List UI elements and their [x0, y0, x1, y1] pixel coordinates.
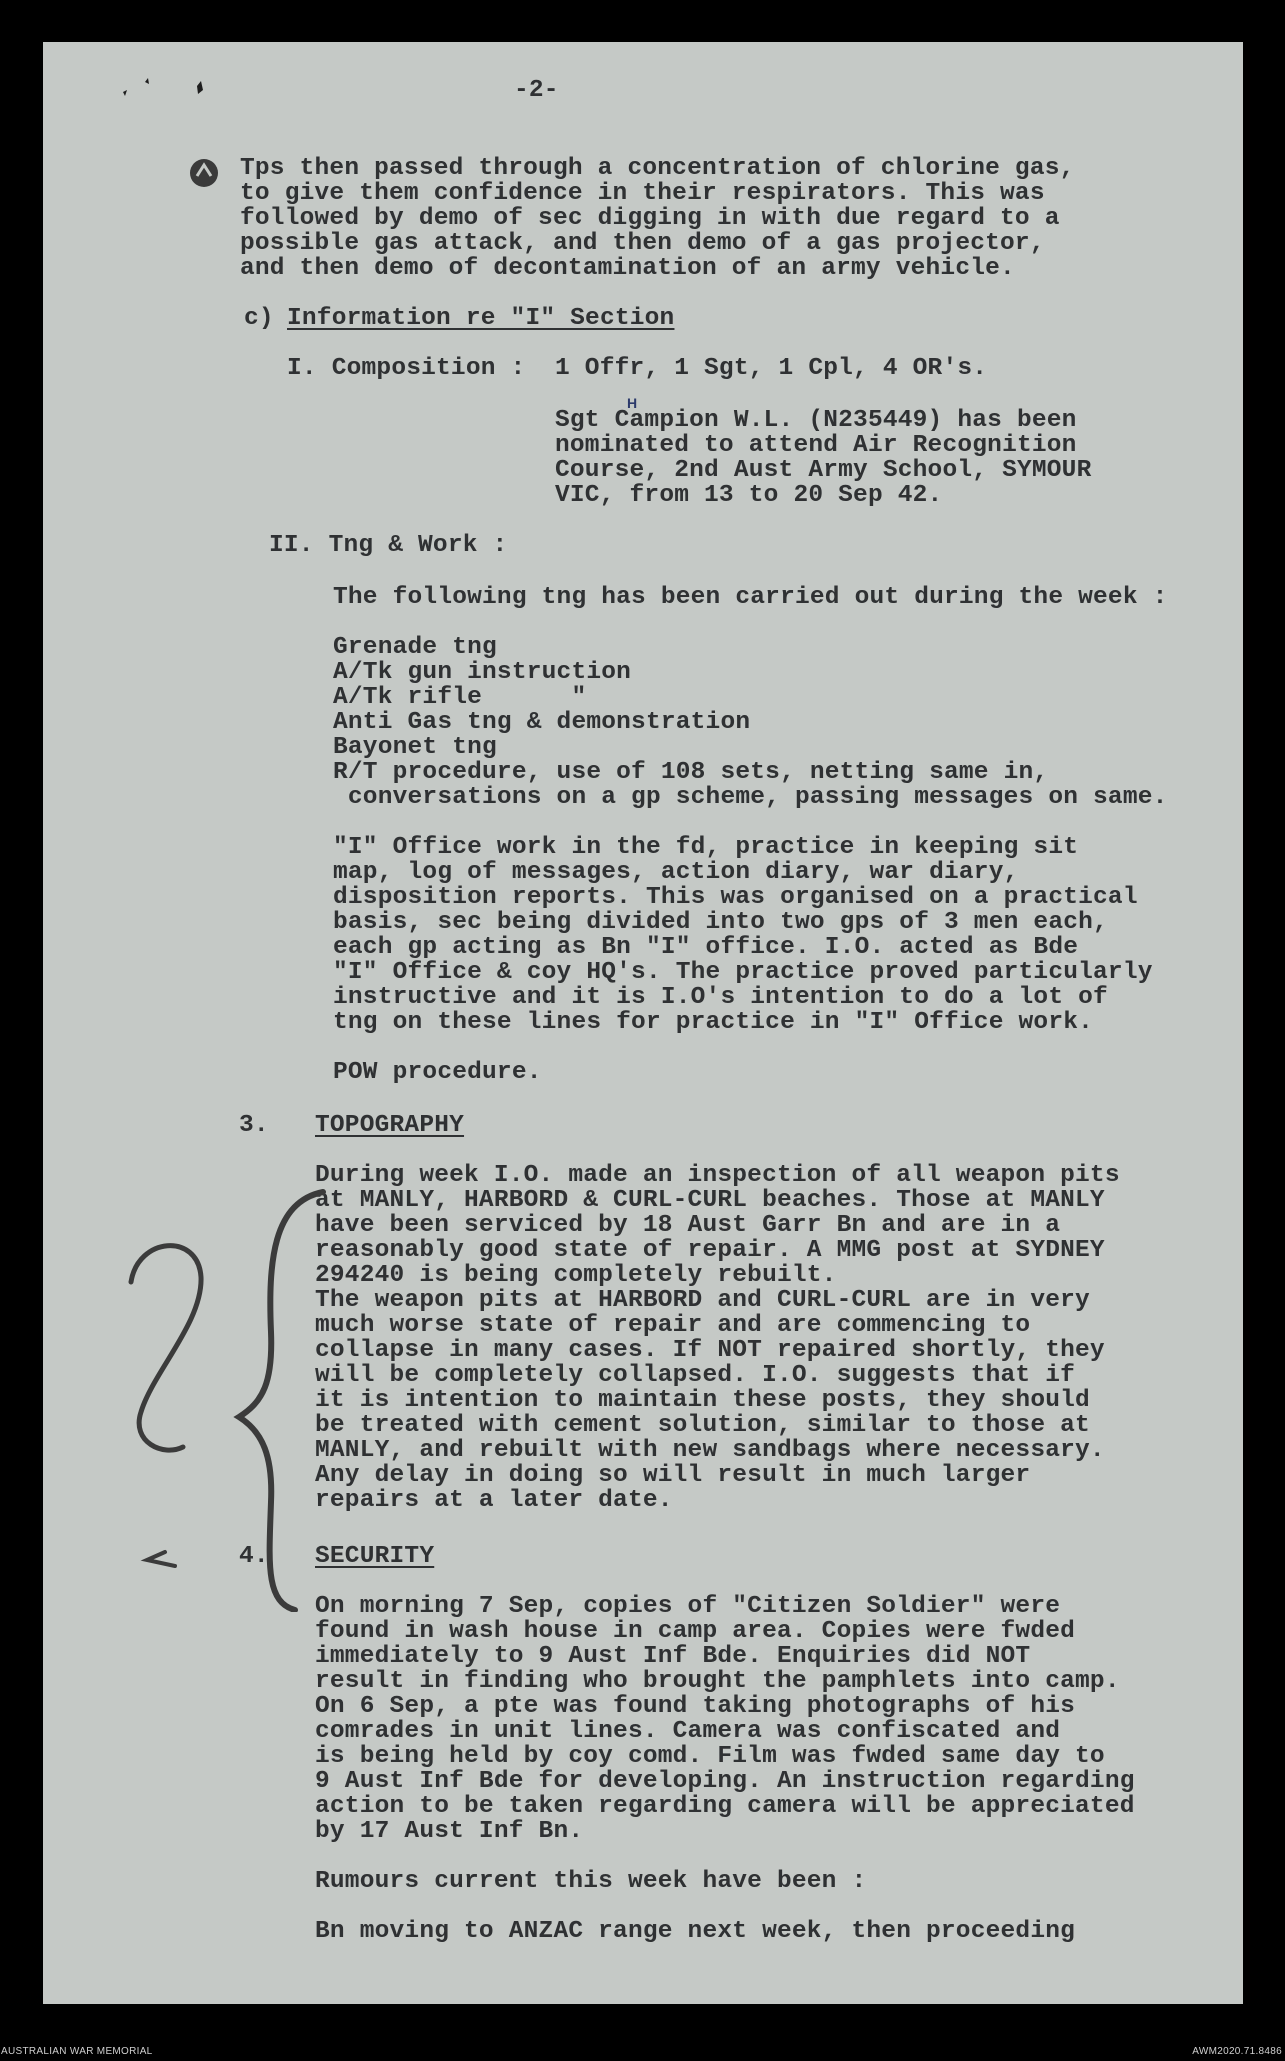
office-work-1: "I" Office work in the fd, practice in keeping sit [333, 834, 1079, 861]
insert-mark: H [627, 395, 638, 411]
tng-item-1: Grenade tng [333, 634, 497, 661]
section-c-marker: c) [244, 305, 274, 332]
composition-label: I. Composition : [287, 355, 526, 382]
rumours-line: Rumours current this week have been : [315, 1868, 867, 1895]
section-4-heading: SECURITY [315, 1543, 435, 1570]
topography-line-3: have been serviced by 18 Aust Garr Bn and are in a [315, 1212, 1061, 1239]
tng-item-4: Anti Gas tng & demonstration [333, 709, 751, 736]
intro-line-1: Tps then passed through a concentration of chlorine gas, [240, 155, 1075, 182]
security-line-3: immediately to 9 Aust Inf Bde. Enquiries did NOT [315, 1643, 1031, 1670]
topography-line-6: The weapon pits at HARBORD and CURL-CURL are in very [315, 1287, 1090, 1314]
tng-item-3: A/Tk rifle " [333, 684, 587, 711]
office-work-7: instructive and it is I.O's intention to do a lot of [333, 984, 1108, 1011]
topography-line-2: at MANLY, HARBORD & CURL-CURL beaches. Those at MANLY [315, 1187, 1105, 1214]
topography-line-4: reasonably good state of repair. A MMG post at SYDNEY [315, 1237, 1105, 1264]
intro-line-3: followed by demo of sec digging in with due regard to a [240, 205, 1060, 232]
intro-line-4: possible gas attack, and then demo of a gas projector, [240, 230, 1045, 257]
security-line-10: by 17 Aust Inf Bn. [315, 1818, 584, 1845]
topography-line-11: be treated with cement solution, similar to those at [315, 1412, 1090, 1439]
security-line-2: found in wash house in camp area. Copies were fwded [315, 1618, 1076, 1645]
composition-note-3: Course, 2nd Aust Army School, SYMOUR [555, 457, 1092, 484]
office-work-2: map, log of messages, action diary, war diary, [333, 859, 1019, 886]
section-4-number: 4. [239, 1543, 269, 1570]
office-work-4: basis, sec being divided into two gps of 3 men each, [333, 909, 1108, 936]
security-line-1: On morning 7 Sep, copies of "Citizen Soldier" were [315, 1593, 1061, 1620]
tng-item-7: conversations on a gp scheme, passing messages on same. [333, 784, 1168, 811]
tng-intro: The following tng has been carried out during the week : [333, 584, 1168, 611]
handwritten-brace-annotation [83, 1142, 333, 1612]
composition-note-4: VIC, from 13 to 20 Sep 42. [555, 482, 943, 509]
office-work-6: "I" Office & coy HQ's. The practice proved particularly [333, 959, 1153, 986]
section-3-number: 3. [239, 1112, 269, 1139]
topography-line-10: it is intention to maintain these posts, they should [315, 1387, 1090, 1414]
document-page [43, 42, 1243, 2004]
last-line: Bn moving to ANZAC range next week, then proceeding [315, 1918, 1076, 1945]
intro-line-5: and then demo of decontamination of an army vehicle. [240, 255, 1015, 282]
composition-note-2: nominated to attend Air Recognition [555, 432, 1077, 459]
footer-accession-number: AWM2020.71.8486 [1192, 2046, 1282, 2057]
topography-line-1: During week I.O. made an inspection of all weapon pits [315, 1162, 1120, 1189]
page-number: -2- [514, 77, 559, 104]
tng-item-5: Bayonet tng [333, 734, 497, 761]
topography-line-8: collapse in many cases. If NOT repaired shortly, they [315, 1337, 1105, 1364]
punch-hole-mark [187, 156, 221, 190]
tng-label: II. Tng & Work : [269, 532, 508, 559]
section-c-heading: Information re "I" Section [287, 305, 675, 332]
security-line-7: is being held by coy comd. Film was fwded same day to [315, 1743, 1105, 1770]
office-work-3: disposition reports. This was organised on a practical [333, 884, 1138, 911]
security-line-6: comrades in unit lines. Camera was confiscated and [315, 1718, 1061, 1745]
topography-line-7: much worse state of repair and are commencing to [315, 1312, 1031, 1339]
security-line-9: action to be taken regarding camera will be appreciated [315, 1793, 1135, 1820]
security-line-4: result in finding who brought the pamphlets into camp. [315, 1668, 1120, 1695]
topography-line-13: Any delay in doing so will result in much larger [315, 1462, 1031, 1489]
tng-item-6: R/T procedure, use of 108 sets, netting same in, [333, 759, 1049, 786]
topography-line-9: will be completely collapsed. I.O. suggests that if [315, 1362, 1076, 1389]
footer-institution: AUSTRALIAN WAR MEMORIAL [1, 2046, 153, 2057]
composition-note-1: Sgt Campion W.L. (N235449) has been [555, 407, 1077, 434]
ink-marks [113, 70, 243, 120]
security-line-5: On 6 Sep, a pte was found taking photographs of his [315, 1693, 1076, 1720]
office-work-8: tng on these lines for practice in "I" Office work. [333, 1009, 1094, 1036]
topography-line-12: MANLY, and rebuilt with new sandbags where necessary. [315, 1437, 1105, 1464]
tng-item-2: A/Tk gun instruction [333, 659, 632, 686]
section-3-heading: TOPOGRAPHY [315, 1112, 465, 1139]
topography-line-5: 294240 is being completely rebuilt. [315, 1262, 837, 1289]
intro-line-2: to give them confidence in their respirators. This was [240, 180, 1045, 207]
security-line-8: 9 Aust Inf Bde for developing. An instruction regarding [315, 1768, 1135, 1795]
composition-value: 1 Offr, 1 Sgt, 1 Cpl, 4 OR's. [555, 355, 988, 382]
topography-line-14: repairs at a later date. [315, 1487, 673, 1514]
pow-procedure: POW procedure. [333, 1059, 542, 1086]
office-work-5: each gp acting as Bn "I" office. I.O. acted as Bde [333, 934, 1079, 961]
